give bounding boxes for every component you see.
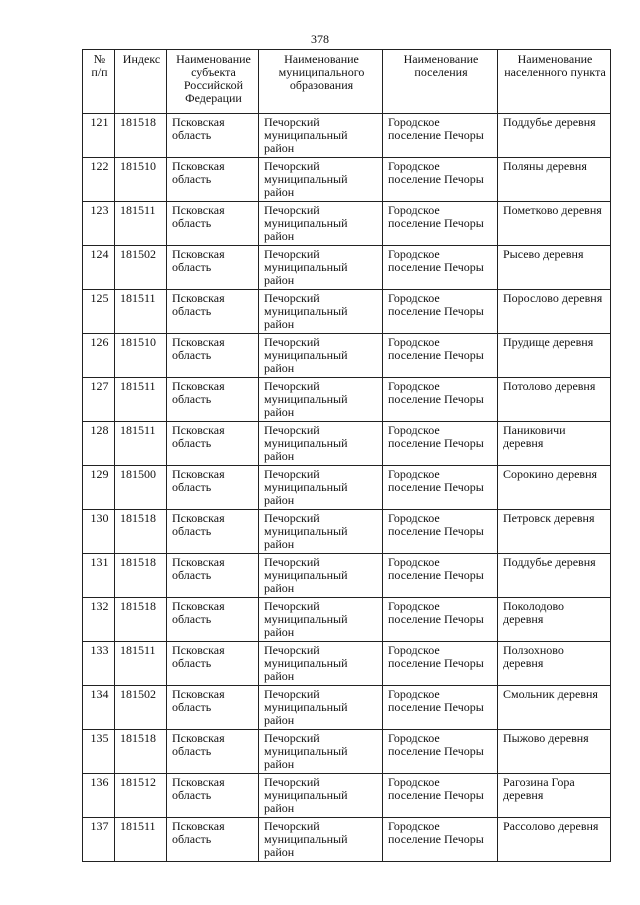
cell-row-number: 124 (83, 246, 115, 290)
cell-locality: Рысево деревня (498, 246, 611, 290)
cell-row-number: 128 (83, 422, 115, 466)
cell-postal-index: 181518 (115, 510, 167, 554)
cell-settlement: Городское поселение Печоры (383, 202, 498, 246)
cell-locality: Паниковичи деревня (498, 422, 611, 466)
cell-row-number: 137 (83, 818, 115, 862)
cell-postal-index: 181502 (115, 686, 167, 730)
table-row (83, 510, 611, 554)
cell-locality: Пыжово деревня (498, 730, 611, 774)
cell-settlement: Городское поселение Печоры (383, 422, 498, 466)
cell-postal-index: 181502 (115, 246, 167, 290)
cell-municipality: Печорский муниципальный район (259, 422, 383, 466)
table-row (83, 422, 611, 466)
cell-federal-subject: Псковская область (167, 158, 259, 202)
cell-municipality: Печорский муниципальный район (259, 290, 383, 334)
cell-municipality: Печорский муниципальный район (259, 686, 383, 730)
cell-postal-index: 181511 (115, 422, 167, 466)
cell-settlement: Городское поселение Печоры (383, 642, 498, 686)
cell-municipality: Печорский муниципальный район (259, 598, 383, 642)
cell-locality: Рагозина Гора деревня (498, 774, 611, 818)
table-row (83, 642, 611, 686)
cell-row-number: 129 (83, 466, 115, 510)
cell-federal-subject: Псковская область (167, 598, 259, 642)
cell-settlement: Городское поселение Печоры (383, 246, 498, 290)
cell-postal-index: 181511 (115, 378, 167, 422)
table-row (83, 598, 611, 642)
table-row (83, 334, 611, 378)
cell-locality: Потолово деревня (498, 378, 611, 422)
cell-municipality: Печорский муниципальный район (259, 774, 383, 818)
header-postal-index: Индекс (115, 50, 167, 114)
cell-settlement: Городское поселение Печоры (383, 290, 498, 334)
cell-federal-subject: Псковская область (167, 466, 259, 510)
cell-settlement: Городское поселение Печоры (383, 598, 498, 642)
table-row (83, 290, 611, 334)
cell-federal-subject: Псковская область (167, 686, 259, 730)
cell-postal-index: 181511 (115, 202, 167, 246)
cell-settlement: Городское поселение Печоры (383, 114, 498, 158)
cell-row-number: 127 (83, 378, 115, 422)
cell-locality: Поддубье деревня (498, 554, 611, 598)
cell-municipality: Печорский муниципальный район (259, 378, 383, 422)
cell-municipality: Печорский муниципальный район (259, 334, 383, 378)
cell-postal-index: 181518 (115, 730, 167, 774)
cell-row-number: 131 (83, 554, 115, 598)
cell-municipality: Печорский муниципальный район (259, 642, 383, 686)
cell-settlement: Городское поселение Печоры (383, 686, 498, 730)
cell-settlement: Городское поселение Печоры (383, 378, 498, 422)
cell-locality: Сорокино деревня (498, 466, 611, 510)
cell-row-number: 130 (83, 510, 115, 554)
table-row (83, 730, 611, 774)
cell-postal-index: 181511 (115, 818, 167, 862)
cell-federal-subject: Псковская область (167, 730, 259, 774)
cell-federal-subject: Псковская область (167, 378, 259, 422)
cell-row-number: 133 (83, 642, 115, 686)
cell-postal-index: 181500 (115, 466, 167, 510)
cell-locality: Пометково деревня (498, 202, 611, 246)
cell-locality: Порослово деревня (498, 290, 611, 334)
cell-settlement: Городское поселение Печоры (383, 466, 498, 510)
cell-municipality: Печорский муниципальный район (259, 158, 383, 202)
cell-locality: Прудище деревня (498, 334, 611, 378)
table-row (83, 686, 611, 730)
cell-municipality: Печорский муниципальный район (259, 466, 383, 510)
cell-federal-subject: Псковская область (167, 290, 259, 334)
cell-settlement: Городское поселение Печоры (383, 774, 498, 818)
cell-postal-index: 181510 (115, 158, 167, 202)
cell-postal-index: 181518 (115, 554, 167, 598)
cell-row-number: 136 (83, 774, 115, 818)
cell-row-number: 122 (83, 158, 115, 202)
cell-row-number: 135 (83, 730, 115, 774)
cell-postal-index: 181518 (115, 114, 167, 158)
cell-municipality: Печорский муниципальный район (259, 818, 383, 862)
cell-row-number: 121 (83, 114, 115, 158)
cell-municipality: Печорский муниципальный район (259, 202, 383, 246)
table-body (83, 114, 611, 862)
table-row (83, 114, 611, 158)
settlements-table-container (82, 49, 610, 859)
table-row (83, 202, 611, 246)
cell-federal-subject: Псковская область (167, 774, 259, 818)
cell-settlement: Городское поселение Печоры (383, 510, 498, 554)
cell-federal-subject: Псковская область (167, 246, 259, 290)
cell-postal-index: 181511 (115, 642, 167, 686)
page-number: 378 (311, 32, 329, 46)
table-row (83, 818, 611, 862)
cell-municipality: Печорский муниципальный район (259, 246, 383, 290)
settlements-table (82, 49, 611, 862)
table-row (83, 378, 611, 422)
cell-row-number: 134 (83, 686, 115, 730)
cell-locality: Ползохново деревня (498, 642, 611, 686)
table-row (83, 466, 611, 510)
cell-row-number: 123 (83, 202, 115, 246)
header-settlement: Наименование поселения (383, 50, 498, 114)
cell-settlement: Городское поселение Печоры (383, 334, 498, 378)
header-row-number: № п/п (83, 50, 115, 114)
cell-municipality: Печорский муниципальный район (259, 554, 383, 598)
cell-locality: Поддубье деревня (498, 114, 611, 158)
cell-locality: Поляны деревня (498, 158, 611, 202)
table-row (83, 554, 611, 598)
header-municipality: Наименование муниципального образования (259, 50, 383, 114)
cell-municipality: Печорский муниципальный район (259, 114, 383, 158)
cell-federal-subject: Псковская область (167, 422, 259, 466)
cell-federal-subject: Псковская область (167, 510, 259, 554)
cell-federal-subject: Псковская область (167, 202, 259, 246)
cell-municipality: Печорский муниципальный район (259, 730, 383, 774)
cell-settlement: Городское поселение Печоры (383, 730, 498, 774)
cell-locality: Рассолово деревня (498, 818, 611, 862)
cell-postal-index: 181512 (115, 774, 167, 818)
cell-row-number: 126 (83, 334, 115, 378)
cell-row-number: 125 (83, 290, 115, 334)
cell-municipality: Печорский муниципальный район (259, 510, 383, 554)
table-row (83, 158, 611, 202)
cell-settlement: Городское поселение Печоры (383, 158, 498, 202)
cell-settlement: Городское поселение Печоры (383, 818, 498, 862)
table-row (83, 246, 611, 290)
cell-federal-subject: Псковская область (167, 642, 259, 686)
table-header-row (83, 50, 611, 114)
cell-locality: Петровск деревня (498, 510, 611, 554)
table-row (83, 774, 611, 818)
cell-federal-subject: Псковская область (167, 818, 259, 862)
header-federal-subject: Наименование субъекта Российской Федерации (167, 50, 259, 114)
cell-locality: Смольник деревня (498, 686, 611, 730)
cell-postal-index: 181511 (115, 290, 167, 334)
cell-postal-index: 181518 (115, 598, 167, 642)
cell-locality: Поколодово деревня (498, 598, 611, 642)
cell-federal-subject: Псковская область (167, 114, 259, 158)
cell-federal-subject: Псковская область (167, 554, 259, 598)
cell-row-number: 132 (83, 598, 115, 642)
cell-settlement: Городское поселение Печоры (383, 554, 498, 598)
cell-postal-index: 181510 (115, 334, 167, 378)
header-locality: Наименование населенного пункта (498, 50, 611, 114)
cell-federal-subject: Псковская область (167, 334, 259, 378)
